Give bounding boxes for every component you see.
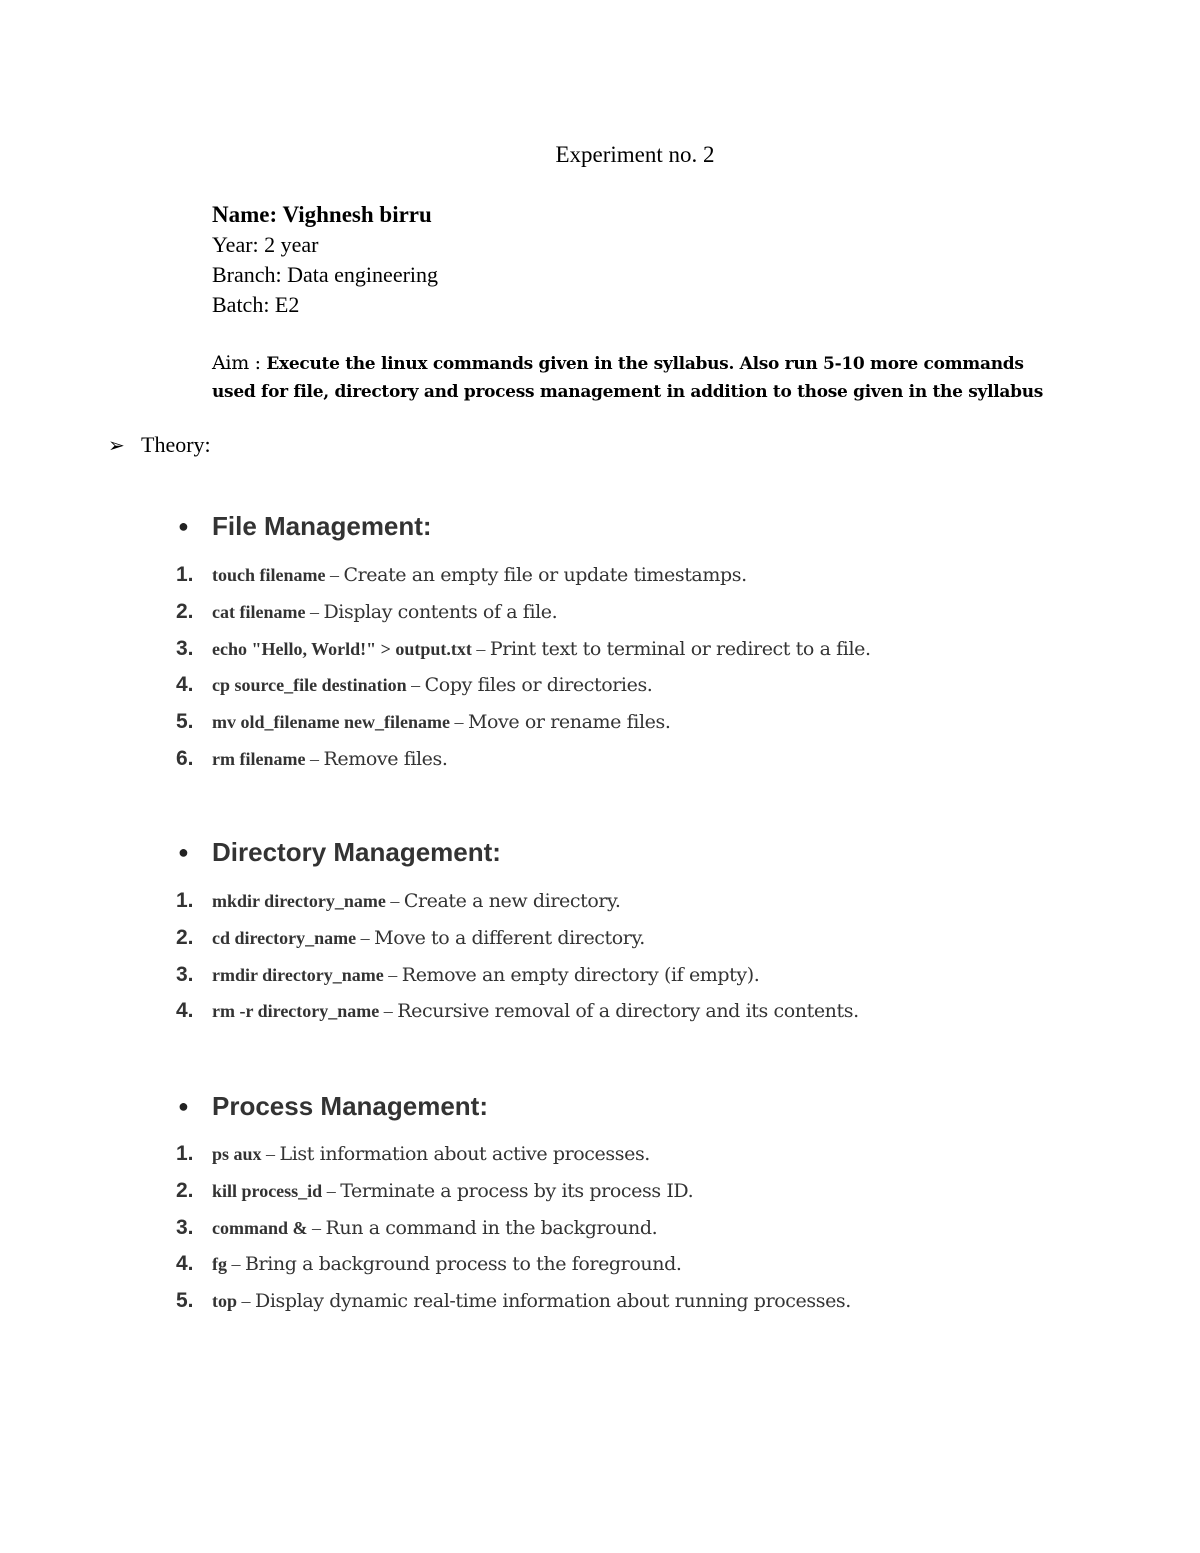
separator: – bbox=[449, 712, 468, 733]
student-branch: Branch: Data engineering bbox=[212, 262, 439, 287]
item-number: 1. bbox=[176, 889, 194, 912]
command-text: rmdir directory_name bbox=[212, 964, 384, 985]
list-item bbox=[176, 957, 859, 994]
list-item bbox=[176, 1136, 851, 1173]
document-title: Experiment no. 2 bbox=[555, 142, 715, 167]
process-management-heading bbox=[178, 1091, 488, 1122]
command-text: command & bbox=[212, 1217, 308, 1238]
aim-label: Aim : bbox=[212, 352, 261, 374]
command-text: echo "Hello, World!" > output.txt bbox=[212, 638, 472, 659]
bullet-icon: ● bbox=[178, 1096, 189, 1116]
list-item bbox=[176, 1283, 851, 1320]
separator: – bbox=[307, 1217, 326, 1238]
section-title: Process Management: bbox=[212, 1091, 488, 1121]
command-text: top bbox=[212, 1291, 238, 1312]
item-number: 6. bbox=[176, 746, 194, 770]
section-title: Directory Management: bbox=[212, 837, 501, 867]
item-number: 5. bbox=[176, 1289, 194, 1313]
aim-text-line-2: used for file, directory and process management in addition to those given in the syllabus bbox=[212, 382, 1044, 402]
list-item bbox=[176, 1173, 851, 1210]
command-text: rm -r directory_name bbox=[212, 1001, 380, 1022]
student-batch: Batch: E2 bbox=[212, 292, 300, 317]
description-text: Move or rename files. bbox=[467, 711, 671, 734]
list-item bbox=[176, 557, 871, 594]
separator: – bbox=[261, 1144, 280, 1164]
separator: – bbox=[237, 1291, 256, 1312]
item-number: 2. bbox=[176, 1178, 194, 1202]
command-text: cp source_file destination bbox=[212, 675, 407, 696]
command-text: fg bbox=[212, 1254, 227, 1275]
command-text: touch filename bbox=[212, 565, 326, 585]
separator: – bbox=[406, 675, 425, 696]
list-item bbox=[176, 993, 859, 1030]
separator: – bbox=[305, 601, 324, 622]
command-text: cd directory_name bbox=[212, 927, 357, 948]
file-management-heading bbox=[178, 511, 432, 542]
list-item bbox=[176, 883, 859, 920]
description-text: Print text to terminal or redirect to a file. bbox=[489, 637, 871, 660]
separator: – bbox=[325, 565, 344, 585]
item-number: 2. bbox=[176, 599, 194, 623]
description-text: List information about active processes. bbox=[279, 1143, 650, 1165]
item-number: 5. bbox=[176, 710, 194, 734]
theory-heading bbox=[108, 432, 211, 458]
student-year: Year: 2 year bbox=[212, 232, 319, 257]
description-text: Display contents of a file. bbox=[323, 600, 558, 623]
separator: – bbox=[471, 638, 490, 659]
student-info bbox=[212, 200, 438, 320]
item-number: 1. bbox=[176, 1142, 194, 1165]
item-number: 4. bbox=[176, 999, 194, 1023]
command-text: cat filename bbox=[212, 601, 306, 622]
command-text: ps aux bbox=[212, 1144, 262, 1164]
description-text: Create an empty file or update timestamps. bbox=[343, 564, 747, 586]
description-text: Run a command in the background. bbox=[325, 1216, 658, 1239]
description-text: Copy files or directories. bbox=[424, 674, 653, 697]
list-item bbox=[176, 594, 871, 631]
list-item bbox=[176, 667, 871, 704]
separator: – bbox=[379, 1001, 398, 1022]
item-number: 4. bbox=[176, 673, 194, 697]
separator: – bbox=[356, 927, 375, 948]
separator: – bbox=[227, 1254, 245, 1275]
bullet-icon: ● bbox=[178, 842, 189, 862]
separator: – bbox=[322, 1180, 341, 1201]
description-text: Display dynamic real-time information about running processes. bbox=[255, 1290, 851, 1313]
command-text: mv old_filename new_filename bbox=[212, 712, 450, 733]
file-management-list bbox=[176, 557, 871, 778]
list-item bbox=[176, 631, 871, 668]
description-text: Terminate a process by its process ID. bbox=[340, 1179, 694, 1202]
student-name: Name: Vighnesh birru bbox=[212, 202, 432, 227]
aim-text-line-1: Execute the linux commands given in the syllabus. Also run 5-10 more commands bbox=[266, 354, 1024, 374]
description-text: Bring a background process to the foreground. bbox=[245, 1253, 682, 1276]
theory-label: Theory: bbox=[141, 432, 211, 457]
item-number: 4. bbox=[176, 1252, 194, 1276]
bullet-icon: ● bbox=[178, 516, 189, 536]
separator: – bbox=[305, 748, 324, 769]
list-item bbox=[176, 1246, 851, 1283]
separator: – bbox=[385, 891, 404, 911]
description-text: Remove an empty directory (if empty). bbox=[401, 963, 760, 986]
section-title: File Management: bbox=[212, 511, 432, 541]
command-text: rm filename bbox=[212, 748, 306, 769]
item-number: 3. bbox=[176, 636, 194, 660]
process-management-list bbox=[176, 1136, 851, 1320]
item-number: 3. bbox=[176, 1215, 194, 1239]
list-item bbox=[176, 1210, 851, 1247]
description-text: Move to a different directory. bbox=[374, 926, 645, 949]
list-item bbox=[176, 704, 871, 741]
item-number: 1. bbox=[176, 563, 194, 586]
description-text: Remove files. bbox=[323, 747, 448, 770]
directory-management-list bbox=[176, 883, 859, 1030]
directory-management-heading bbox=[178, 837, 501, 868]
description-text: Recursive removal of a directory and its contents. bbox=[397, 1000, 859, 1023]
description-text: Create a new directory. bbox=[403, 890, 621, 912]
aim-paragraph bbox=[212, 349, 1072, 406]
item-number: 2. bbox=[176, 925, 194, 949]
list-item bbox=[176, 920, 859, 957]
arrow-bullet-icon: ➢ bbox=[108, 433, 125, 457]
command-text: mkdir directory_name bbox=[212, 891, 386, 911]
list-item bbox=[176, 741, 871, 778]
item-number: 3. bbox=[176, 962, 194, 986]
command-text: kill process_id bbox=[212, 1180, 323, 1201]
separator: – bbox=[383, 964, 402, 985]
